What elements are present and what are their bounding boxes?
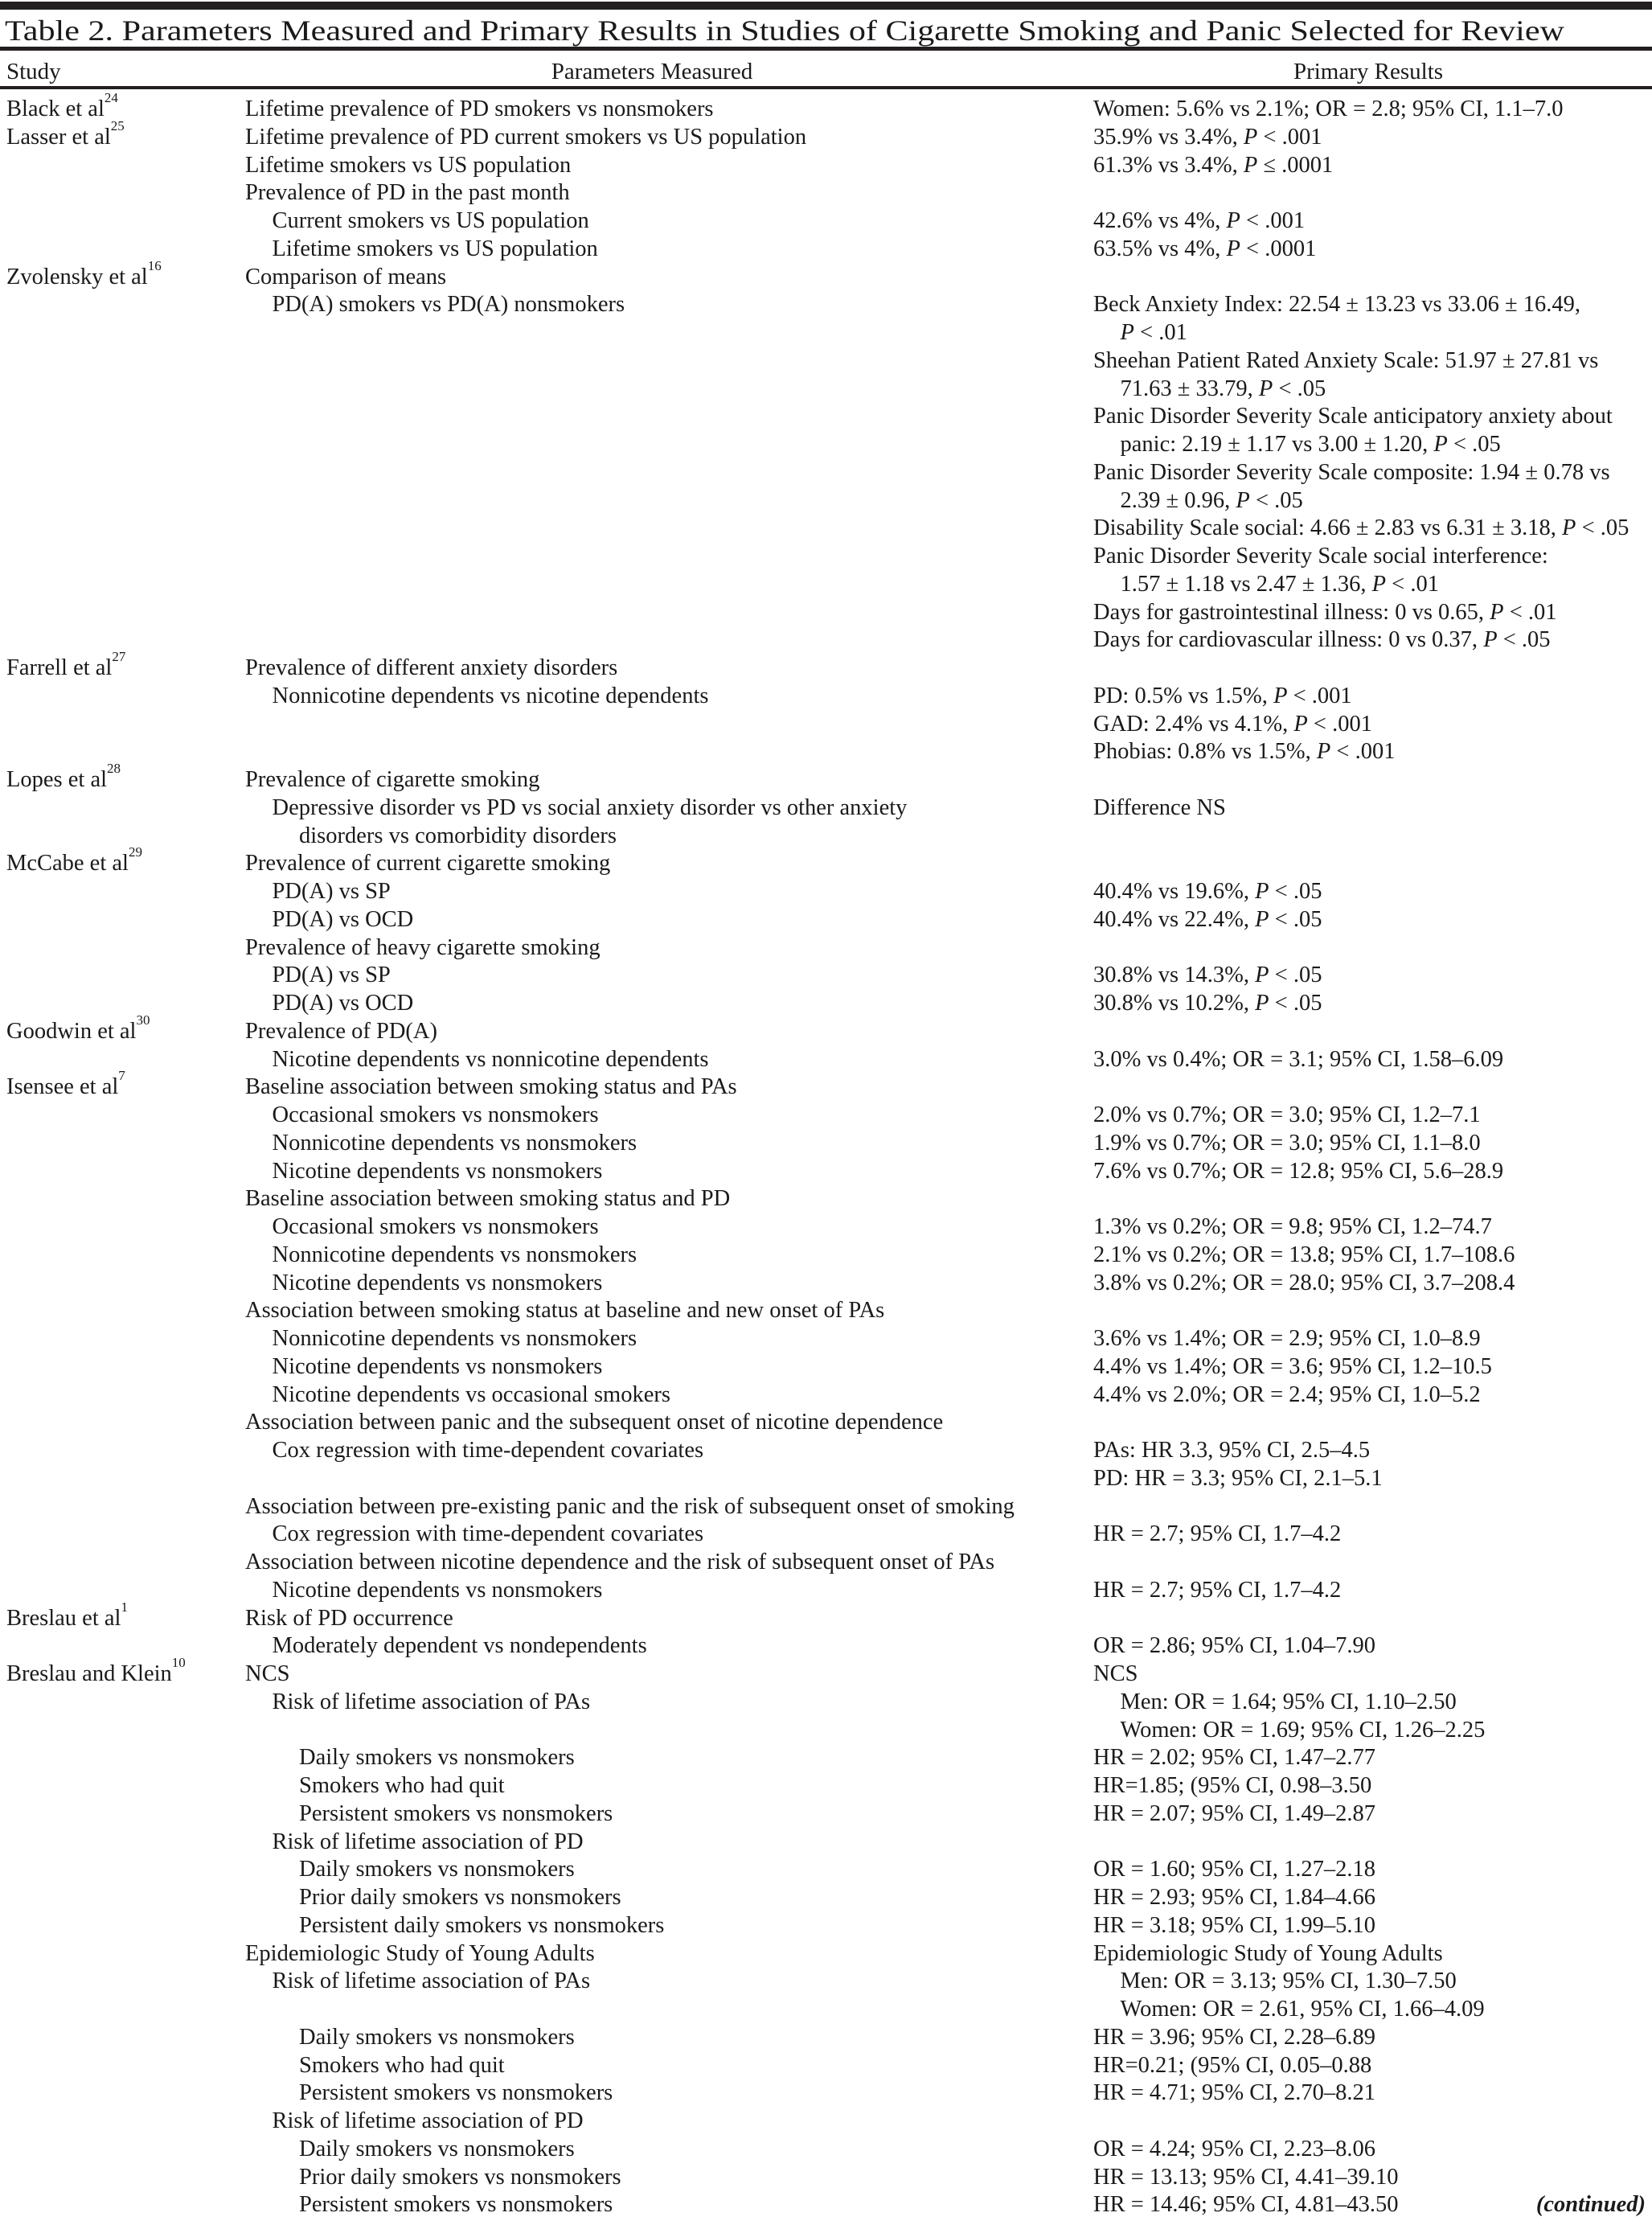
parameter-measured: Cox regression with time-dependent covariates: [272, 1438, 704, 1463]
table-row: [0, 2079, 1652, 2108]
primary-result: panic: 2.19 ± 1.17 vs 3.00 ± 1.20, P < .05: [1120, 432, 1501, 457]
table-row: [0, 761, 1652, 794]
study-label: Lopes et al: [6, 767, 108, 792]
table-row: [0, 543, 1652, 571]
table-row: [0, 1297, 1652, 1325]
table-row: [0, 1884, 1652, 1912]
primary-result: HR = 14.46; 95% CI, 4.81–43.50: [1093, 2192, 1399, 2218]
primary-result: 3.8% vs 0.2%; OR = 28.0; 95% CI, 3.7–208.4: [1093, 1270, 1515, 1295]
table-row: [0, 459, 1652, 487]
study-name: [6, 761, 121, 794]
reference-number: 30: [136, 1012, 150, 1028]
primary-result: HR = 2.07; 95% CI, 1.49–2.87: [1093, 1800, 1375, 1826]
title-rule: [0, 47, 1652, 51]
header-rule: [0, 86, 1652, 89]
parameter-measured: Lifetime smokers vs US population: [272, 236, 598, 261]
primary-result: 40.4% vs 19.6%, P < .05: [1093, 879, 1322, 904]
parameter-measured: Prevalence of PD(A): [245, 1018, 437, 1044]
table-row: [0, 990, 1652, 1018]
study-label: Farrell et al: [6, 655, 113, 680]
header-parameters: Parameters Measured: [551, 59, 753, 84]
table-row: [0, 906, 1652, 934]
table-row: [0, 1689, 1652, 1717]
table-row: [0, 431, 1652, 459]
primary-result: Difference NS: [1093, 794, 1226, 820]
primary-result: HR=0.21; (95% CI, 0.05–0.88: [1093, 2052, 1372, 2078]
primary-result: 35.9% vs 3.4%, P < .001: [1093, 124, 1322, 150]
reference-number: 29: [128, 844, 142, 860]
table-row: [0, 2052, 1652, 2080]
primary-result: Panic Disorder Severity Scale composite: 1.94 ± 0.78 vs: [1093, 459, 1610, 485]
primary-result: OR = 1.60; 95% CI, 1.27–2.18: [1093, 1857, 1375, 1882]
primary-result: Women: OR = 1.69; 95% CI, 1.26–2.25: [1120, 1717, 1486, 1743]
table-row: [0, 1185, 1652, 1213]
table-row: [0, 1632, 1652, 1661]
reference-number: 28: [107, 761, 121, 776]
study-label: Zvolensky et al: [6, 264, 148, 289]
parameter-measured: Nicotine dependents vs occasional smokers: [272, 1381, 670, 1407]
study-label: Breslau and Klein: [6, 1661, 172, 1686]
primary-result: 1.57 ± 1.18 vs 2.47 ± 1.36, P < .01: [1120, 571, 1439, 597]
study-label: Isensee et al: [6, 1074, 119, 1100]
table-row: [0, 1325, 1652, 1353]
study-name: [6, 257, 162, 292]
parameter-measured: Prior daily smokers vs nonsmokers: [299, 1885, 621, 1910]
table-row: [0, 2136, 1652, 2164]
primary-result: PAs: HR 3.3, 95% CI, 2.5–4.5: [1093, 1438, 1371, 1463]
parameter-measured: Epidemiologic Study of Young Adults: [245, 1940, 595, 1966]
study-name: [6, 1012, 150, 1046]
parameter-measured: Daily smokers vs nonsmokers: [299, 1745, 575, 1771]
parameter-measured: PD(A) vs OCD: [272, 991, 414, 1016]
parameter-measured: Persistent daily smokers vs nonsmokers: [299, 1912, 665, 1938]
parameter-measured: Nicotine dependents vs nonsmokers: [272, 1158, 603, 1184]
reference-number: 27: [112, 649, 126, 664]
table-row: [0, 179, 1652, 207]
top-rule: [0, 2, 1652, 10]
parameter-measured: Nicotine dependents vs nonsmokers: [272, 1577, 603, 1603]
table-row: [0, 403, 1652, 431]
primary-result: 2.39 ± 0.96, P < .05: [1120, 487, 1303, 513]
primary-result: OR = 2.86; 95% CI, 1.04–7.90: [1093, 1633, 1375, 1659]
table-row: [0, 1046, 1652, 1074]
table-row: [0, 152, 1652, 180]
primary-result: 3.0% vs 0.4%; OR = 3.1; 95% CI, 1.58–6.09: [1093, 1046, 1504, 1072]
primary-result: HR=1.85; (95% CI, 0.98–3.50: [1093, 1773, 1372, 1798]
table-body: [0, 90, 1652, 2219]
reference-number: 24: [104, 90, 118, 105]
study-name: [6, 649, 126, 683]
primary-result: 63.5% vs 4%, P < .0001: [1093, 236, 1317, 261]
parameter-measured: Prevalence of current cigarette smoking: [245, 851, 611, 876]
table-row: [0, 1158, 1652, 1186]
parameter-measured: Association between pre-existing panic and the risk of subsequent onset of smoking: [245, 1493, 1015, 1519]
primary-result: 7.6% vs 0.7%; OR = 12.8; 95% CI, 5.6–28.9: [1093, 1158, 1504, 1184]
primary-result: Days for gastrointestinal illness: 0 vs 0.65, P < .01: [1093, 599, 1557, 625]
study-label: Goodwin et al: [6, 1018, 137, 1044]
study-name: [6, 90, 118, 124]
parameter-measured: Comparison of means: [245, 264, 447, 289]
primary-result: Men: OR = 3.13; 95% CI, 1.30–7.50: [1120, 1968, 1457, 1994]
table-row: [0, 2164, 1652, 2192]
primary-result: Beck Anxiety Index: 22.54 ± 13.23 vs 33.06 ± 16.49,: [1093, 292, 1580, 318]
table-row: [0, 649, 1652, 683]
primary-result: 2.0% vs 0.7%; OR = 3.0; 95% CI, 1.2–7.1: [1093, 1102, 1481, 1127]
parameter-measured: PD(A) smokers vs PD(A) nonsmokers: [272, 292, 625, 318]
primary-result: 1.9% vs 0.7%; OR = 3.0; 95% CI, 1.1–8.0: [1093, 1130, 1481, 1156]
table-row: [0, 878, 1652, 906]
primary-result: Sheehan Patient Rated Anxiety Scale: 51.97 ± 27.81 vs: [1093, 347, 1599, 373]
table-row: [0, 794, 1652, 823]
table-row: [0, 90, 1652, 124]
parameter-measured: PD(A) vs SP: [272, 963, 391, 988]
table-row: [0, 1213, 1652, 1242]
parameter-measured: Risk of lifetime association of PAs: [272, 1968, 591, 1994]
primary-result: GAD: 2.4% vs 4.1%, P < .001: [1093, 711, 1372, 737]
parameter-measured: Moderately dependent vs nondependents: [272, 1633, 647, 1659]
parameter-measured: Lifetime prevalence of PD current smokers vs US population: [245, 124, 807, 150]
table-row: [0, 515, 1652, 543]
table-row: [0, 2191, 1652, 2219]
parameter-measured: Persistent smokers vs nonsmokers: [299, 1800, 613, 1826]
parameter-measured: Smokers who had quit: [299, 1773, 505, 1798]
parameter-measured: Occasional smokers vs nonsmokers: [272, 1214, 599, 1239]
table-row: [0, 1068, 1652, 1102]
table-row: [0, 1599, 1652, 1633]
table-title: Table 2. Parameters Measured and Primary Results in Studies of Cigarette Smoking and Panic Selected for Review: [5, 14, 1564, 47]
table-row: [0, 1912, 1652, 1940]
study-name: [6, 844, 142, 878]
table-row: [0, 1996, 1652, 2024]
primary-result: 4.4% vs 1.4%; OR = 3.6; 95% CI, 1.2–10.5: [1093, 1353, 1492, 1379]
continued-label: (continued): [1535, 2192, 1646, 2218]
table-row: [0, 1968, 1652, 1996]
parameter-measured: Risk of lifetime association of PD: [272, 1829, 584, 1854]
table-row: [0, 1353, 1652, 1381]
primary-result: 61.3% vs 3.4%, P ≤ .0001: [1093, 152, 1334, 178]
parameter-measured: Persistent smokers vs nonsmokers: [299, 2192, 613, 2218]
table-row: [0, 711, 1652, 739]
primary-result: Panic Disorder Severity Scale anticipatory anxiety about: [1093, 404, 1613, 429]
table-row: [0, 962, 1652, 990]
primary-result: HR = 2.7; 95% CI, 1.7–4.2: [1093, 1521, 1342, 1547]
primary-result: Women: 5.6% vs 2.1%; OR = 2.8; 95% CI, 1.1–7.0: [1093, 96, 1564, 121]
table-row: [0, 1717, 1652, 1745]
parameter-measured: Association between panic and the subsequent onset of nicotine dependence: [245, 1410, 944, 1435]
parameter-measured: Prevalence of heavy cigarette smoking: [245, 934, 601, 960]
primary-result: Women: OR = 2.61, 95% CI, 1.66–4.09: [1120, 1997, 1485, 2022]
parameter-measured: Prevalence of cigarette smoking: [245, 767, 540, 792]
parameter-measured: PD(A) vs OCD: [272, 906, 414, 932]
parameter-measured: Nicotine dependents vs nonsmokers: [272, 1353, 603, 1379]
parameter-measured: Risk of lifetime association of PD: [272, 2108, 584, 2133]
study-name: [6, 1655, 186, 1689]
primary-result: Men: OR = 1.64; 95% CI, 1.10–2.50: [1120, 1689, 1457, 1714]
primary-result: OR = 4.24; 95% CI, 2.23–8.06: [1093, 2136, 1375, 2161]
parameter-measured: Cox regression with time-dependent covariates: [272, 1521, 704, 1547]
parameter-measured: Risk of PD occurrence: [245, 1605, 453, 1631]
table-row: [0, 823, 1652, 851]
reference-number: 10: [171, 1655, 186, 1670]
primary-result: 1.3% vs 0.2%; OR = 9.8; 95% CI, 1.2–74.7: [1093, 1214, 1492, 1239]
table-row: [0, 236, 1652, 264]
table-row: [0, 1744, 1652, 1772]
parameter-measured: Prevalence of different anxiety disorders: [245, 655, 618, 680]
parameter-measured: Risk of lifetime association of PAs: [272, 1689, 591, 1714]
primary-result: Disability Scale social: 4.66 ± 2.83 vs 6.31 ± 3.18, P < .05: [1093, 515, 1629, 541]
parameter-measured: Daily smokers vs nonsmokers: [299, 2024, 575, 2050]
primary-result: NCS: [1093, 1661, 1138, 1686]
header-study: Study: [6, 59, 61, 84]
parameter-measured: Nonnicotine dependents vs nonsmokers: [272, 1326, 637, 1351]
table-row: [0, 1549, 1652, 1577]
table-row: [0, 626, 1652, 655]
table-row: [0, 487, 1652, 515]
primary-result: PD: 0.5% vs 1.5%, P < .001: [1093, 683, 1352, 708]
table-row: [0, 1940, 1652, 1968]
parameter-measured: Lifetime prevalence of PD smokers vs nonsmokers: [245, 96, 714, 121]
primary-result: HR = 2.93; 95% CI, 1.84–4.66: [1093, 1885, 1375, 1910]
table-row: [0, 683, 1652, 711]
reference-number: 25: [110, 117, 125, 133]
primary-result: HR = 13.13; 95% CI, 4.41–39.10: [1093, 2164, 1399, 2190]
table-row: [0, 1772, 1652, 1800]
primary-result: 30.8% vs 14.3%, P < .05: [1093, 963, 1322, 988]
parameter-measured: PD(A) vs SP: [272, 879, 391, 904]
primary-result: 3.6% vs 1.4%; OR = 2.9; 95% CI, 1.0–8.9: [1093, 1326, 1481, 1351]
primary-result: Epidemiologic Study of Young Adults: [1093, 1940, 1443, 1966]
table-row: [0, 319, 1652, 347]
primary-result: 30.8% vs 10.2%, P < .05: [1093, 991, 1322, 1016]
table-row: [0, 571, 1652, 599]
parameter-measured: Nicotine dependents vs nonsmokers: [272, 1270, 603, 1295]
header-results: Primary Results: [1293, 59, 1444, 84]
table-row: [0, 1521, 1652, 1549]
primary-result: 42.6% vs 4%, P < .001: [1093, 208, 1306, 233]
parameter-measured: Current smokers vs US population: [272, 208, 589, 233]
table-row: [0, 207, 1652, 236]
primary-result: HR = 3.96; 95% CI, 2.28–6.89: [1093, 2024, 1375, 2050]
parameter-measured: Nonnicotine dependents vs nicotine dependents: [272, 683, 709, 708]
table-row: [0, 1829, 1652, 1857]
primary-result: HR = 3.18; 95% CI, 1.99–5.10: [1093, 1912, 1375, 1938]
table-row: [0, 1409, 1652, 1437]
table-row: [0, 291, 1652, 319]
table-row: [0, 1577, 1652, 1605]
table-row: [0, 117, 1652, 152]
parameter-measured: Association between nicotine dependence and the risk of subsequent onset of PAs: [245, 1550, 995, 1574]
parameter-measured: Prevalence of PD in the past month: [245, 180, 570, 206]
study-label: McCabe et al: [6, 851, 129, 876]
primary-result: Panic Disorder Severity Scale social interference:: [1093, 544, 1548, 569]
parameter-measured: Daily smokers vs nonsmokers: [299, 1857, 575, 1882]
primary-result: 4.4% vs 2.0%; OR = 2.4; 95% CI, 1.0–5.2: [1093, 1381, 1481, 1407]
table-row: [0, 1800, 1652, 1829]
table-row: [0, 844, 1652, 878]
table-row: [0, 2108, 1652, 2136]
table-row: [0, 347, 1652, 376]
table-row: [0, 257, 1652, 292]
parameter-measured: Lifetime smokers vs US population: [245, 152, 572, 178]
parameter-measured: Nicotine dependents vs nonnicotine dependents: [272, 1046, 709, 1072]
primary-result: Days for cardiovascular illness: 0 vs 0.37, P < .05: [1093, 627, 1551, 653]
parameter-measured: Nonnicotine dependents vs nonsmokers: [272, 1130, 637, 1156]
table-row: [0, 1437, 1652, 1465]
table-row: [0, 1242, 1652, 1270]
parameter-measured: Association between smoking status at baseline and new onset of PAs: [245, 1298, 885, 1324]
table-row: [0, 1270, 1652, 1298]
study-label: Black et al: [6, 96, 105, 121]
table-row: [0, 934, 1652, 963]
parameter-measured: Baseline association between smoking status and PD: [245, 1186, 731, 1212]
study-label: Breslau et al: [6, 1605, 121, 1631]
parameter-measured: Occasional smokers vs nonsmokers: [272, 1102, 599, 1127]
parameter-measured: Baseline association between smoking status and PAs: [245, 1074, 737, 1100]
primary-result: 71.63 ± 33.79, P < .05: [1120, 376, 1326, 401]
reference-number: 16: [147, 257, 162, 273]
parameter-measured: Nonnicotine dependents vs nonsmokers: [272, 1242, 637, 1267]
study-label: Lasser et al: [6, 124, 111, 150]
primary-result: Phobias: 0.8% vs 1.5%, P < .001: [1093, 739, 1396, 765]
table-row: [0, 376, 1652, 404]
table-row: [0, 599, 1652, 627]
primary-result: P < .01: [1120, 320, 1187, 345]
parameter-measured: Smokers who had quit: [299, 2052, 505, 2078]
parameter-measured: Daily smokers vs nonsmokers: [299, 2136, 575, 2161]
reference-number: 1: [121, 1599, 128, 1615]
study-name: [6, 1068, 125, 1102]
primary-result: HR = 2.7; 95% CI, 1.7–4.2: [1093, 1577, 1342, 1603]
table-row: [0, 1493, 1652, 1521]
primary-result: 2.1% vs 0.2%; OR = 13.8; 95% CI, 1.7–108.6: [1093, 1242, 1515, 1267]
table-row: [0, 738, 1652, 766]
reference-number: 7: [118, 1068, 125, 1084]
table-row: [0, 1102, 1652, 1130]
table-row: [0, 1655, 1652, 1689]
study-name: [6, 117, 125, 152]
primary-result: 40.4% vs 22.4%, P < .05: [1093, 906, 1322, 932]
parameter-measured: NCS: [245, 1661, 290, 1686]
table-row: [0, 1465, 1652, 1493]
table-row: [0, 1856, 1652, 1884]
table-row: [0, 1381, 1652, 1410]
parameter-measured: disorders vs comorbidity disorders: [299, 823, 617, 848]
study-name: [6, 1599, 128, 1633]
table-row: [0, 2024, 1652, 2052]
primary-result: HR = 4.71; 95% CI, 2.70–8.21: [1093, 2080, 1375, 2106]
table-row: [0, 1130, 1652, 1158]
primary-result: PD: HR = 3.3; 95% CI, 2.1–5.1: [1093, 1465, 1383, 1491]
parameter-measured: Prior daily smokers vs nonsmokers: [299, 2164, 621, 2190]
parameter-measured: Depressive disorder vs PD vs social anxiety disorder vs other anxiety: [272, 794, 908, 820]
parameter-measured: Persistent smokers vs nonsmokers: [299, 2080, 613, 2106]
primary-result: HR = 2.02; 95% CI, 1.47–2.77: [1093, 1745, 1375, 1771]
table-row: [0, 1012, 1652, 1046]
